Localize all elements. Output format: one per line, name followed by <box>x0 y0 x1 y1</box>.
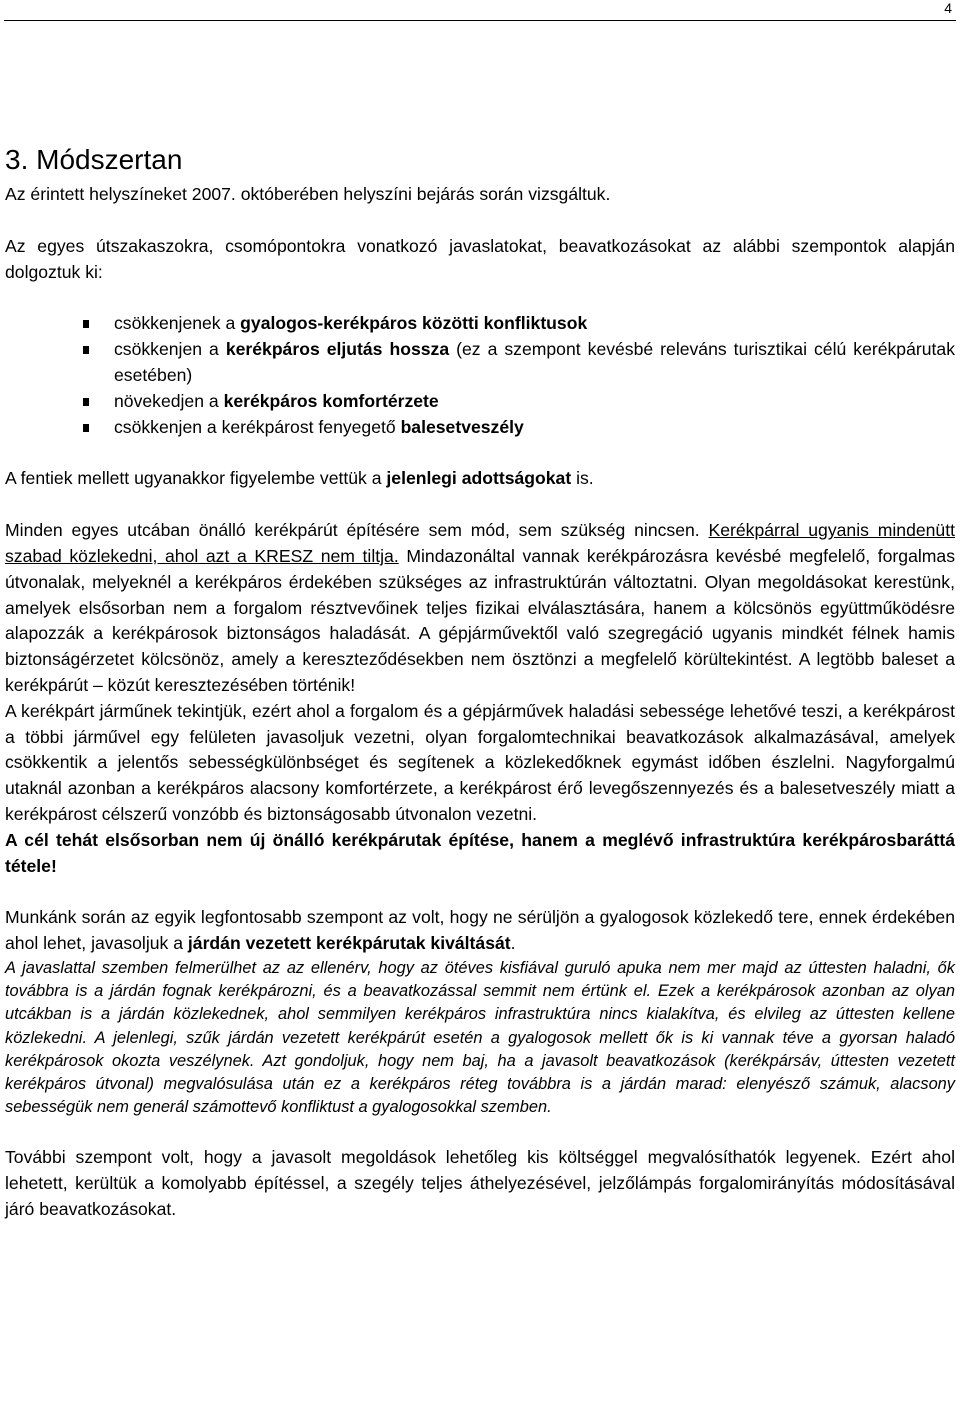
spacer <box>5 208 955 234</box>
list-item <box>114 389 955 415</box>
criteria-list <box>5 311 955 440</box>
paragraph-emphasis: járdán vezetett kerékpárutak kiváltását <box>187 933 511 954</box>
bullet-emphasis: gyalogos-kerékpáros közötti konfliktusok <box>240 313 588 334</box>
jarmu-paragraph: A kerékpárt járműnek tekintjük, ezért ahol a forgalom és a gépjárművek haladási sebessége lehetővé teszi, a kerékpárost a többi járművel egy felületen javasoljuk vezetni, olyan forgalomtechnikai beavatkozások alkalmazásával, amelyek csökkentik a jelentős sebességkülönbséget és segítenek a közlekedőknek egymást időben észlelni. Nagyforgalmú utaknál azonban a kerékpáros alacsony komfortérzete, a kerékpárost érő levegőszennyezés és a balesetveszély miatt a kerékpárost célszerű vonzóbb és biztonságosabb útvonalon vezetni. <box>5 700 955 824</box>
goal-text: A cél tehát elsősorban nem új önálló kerékpárutak építése, hanem a meglévő infrastruktúra kerékpárosbaráttá tétele! <box>5 829 955 876</box>
spacer <box>5 1119 955 1145</box>
bullet-text: (ez a szempont kevésbé releváns turisztikai célú kerékpárutak esetében) <box>114 339 955 385</box>
adottsagok-paragraph <box>5 466 955 492</box>
paragraph-text: Munkánk során az egyik legfontosabb szempont az volt, hogy ne sérüljön a gyalogosok közlekedő tere, ennek érdekében ahol lehet, javasoljuk a <box>5 907 955 954</box>
page-number: 4 <box>944 0 952 16</box>
kerekparut-paragraph <box>5 518 955 699</box>
bullet-text: növekedjen a <box>114 390 224 411</box>
spacer <box>5 492 955 518</box>
bullet-emphasis: kerékpáros komfortérzete <box>223 390 439 411</box>
bullet-text: csökkenjenek a <box>114 313 241 334</box>
document-body <box>5 142 955 1223</box>
header-rule <box>4 20 956 21</box>
counterargument-note: A javaslattal szemben felmerülhet az az ellenérv, hogy az ötéves kisfiával guruló apuka nem mer majd az úttesten haladni, ők továbbra is a járdán fognak kerékpározni, és a beavatkozással semmit nem értünk el. Ezek a kerékpárosok azonban az olyan utcákban is a járdán közlekednek, ahol semmilyen kerékpáros infrastruktúra nincs kialakítva, és elvileg az úttesten kellene közlekedni. A jelenlegi, szűk járdán vezetett kerékpárút esetén a gyalogosok mellett ők is ki vannak téve a gyorsan haladó kerékpárosok okozta veszélynek. Azt gondoljuk, hogy nem baj, ha a javasolt beavatkozások (kerékpársáv, úttesten vezetett kerékpáros útvonal) megvalósulása után ez a kerékpáros réteg továbbra is a járdán marad: elenyésző számuk, alacsony sebességük nem generál számottevő konfliktust a gyalogosokkal szemben. <box>5 958 955 1117</box>
underlined-statement: Kerékpárral ugyanis mindenütt szabad közlekedni, ahol azt a KRESZ nem tiltja. <box>5 520 955 566</box>
intro-paragraph: Az érintett helyszíneket 2007. októberében helyszíni bejárás során vizsgáltuk. <box>5 184 611 204</box>
bullet-emphasis: balesetveszély <box>400 416 524 437</box>
list-item <box>114 337 955 389</box>
paragraph-text: . <box>510 933 516 954</box>
paragraph-emphasis: jelenlegi adottságokat <box>386 468 572 489</box>
paragraph-text: is. <box>571 468 594 489</box>
paragraph-text: Mindazonáltal vannak kerékpározásra kevésbé megfelelő, forgalmas útvonalak, melyeknél a kerékpáros érdekében szükséges az infrastruktúrán változtatni. Olyan megoldásokat kerestünk, amelyek elsősorban nem a forgalom résztvevőinek teljes fizikai elválasztására, hanem a kölcsönös együttműködésre alapozzák a kerékpárosok biztonságos haladását. A gépjárművektől való szegregáció ugyanis mindkét félnek hamis biztonságérzetet kölcsönöz, amely a kereszteződésekben nem ösztönzi a megfelelő körültekintést. A legtöbb baleset a kerékpárút – közút keresztezésében történik! <box>5 545 956 695</box>
spacer <box>5 440 955 466</box>
criteria-intro-paragraph: Az egyes útszakaszokra, csomópontokra vonatkozó javaslatokat, beavatkozásokat az alábbi szempontok alapján dolgoztuk ki: <box>5 235 955 282</box>
spacer <box>5 879 955 905</box>
spacer <box>5 285 955 311</box>
list-item <box>114 415 955 441</box>
paragraph-text: Minden egyes utcában önálló kerékpárút építésére sem mód, sem szükség nincsen. <box>5 520 709 541</box>
paragraph-text: A fentiek mellett ugyanakkor figyelembe vettük a <box>5 468 387 489</box>
list-item <box>114 311 955 337</box>
bullet-text: csökkenjen a <box>114 339 226 360</box>
bullet-emphasis: kerékpáros eljutás hossza <box>225 339 450 360</box>
bullet-text: csökkenjen a kerékpárost fenyegető <box>114 416 401 437</box>
goal-statement <box>5 828 955 880</box>
gyalogos-paragraph <box>5 905 955 957</box>
cost-paragraph: További szempont volt, hogy a javasolt megoldások lehetőleg kis költséggel megvalósíthatók legyenek. Ezért ahol lehetett, kerültük a komolyabb építéssel, a szegély teljes áthelyezésével, jelzőlámpás forgalomirányítás módosításával járó beavatkozásokat. <box>5 1147 955 1219</box>
section-heading: 3. Módszertan <box>5 144 183 175</box>
